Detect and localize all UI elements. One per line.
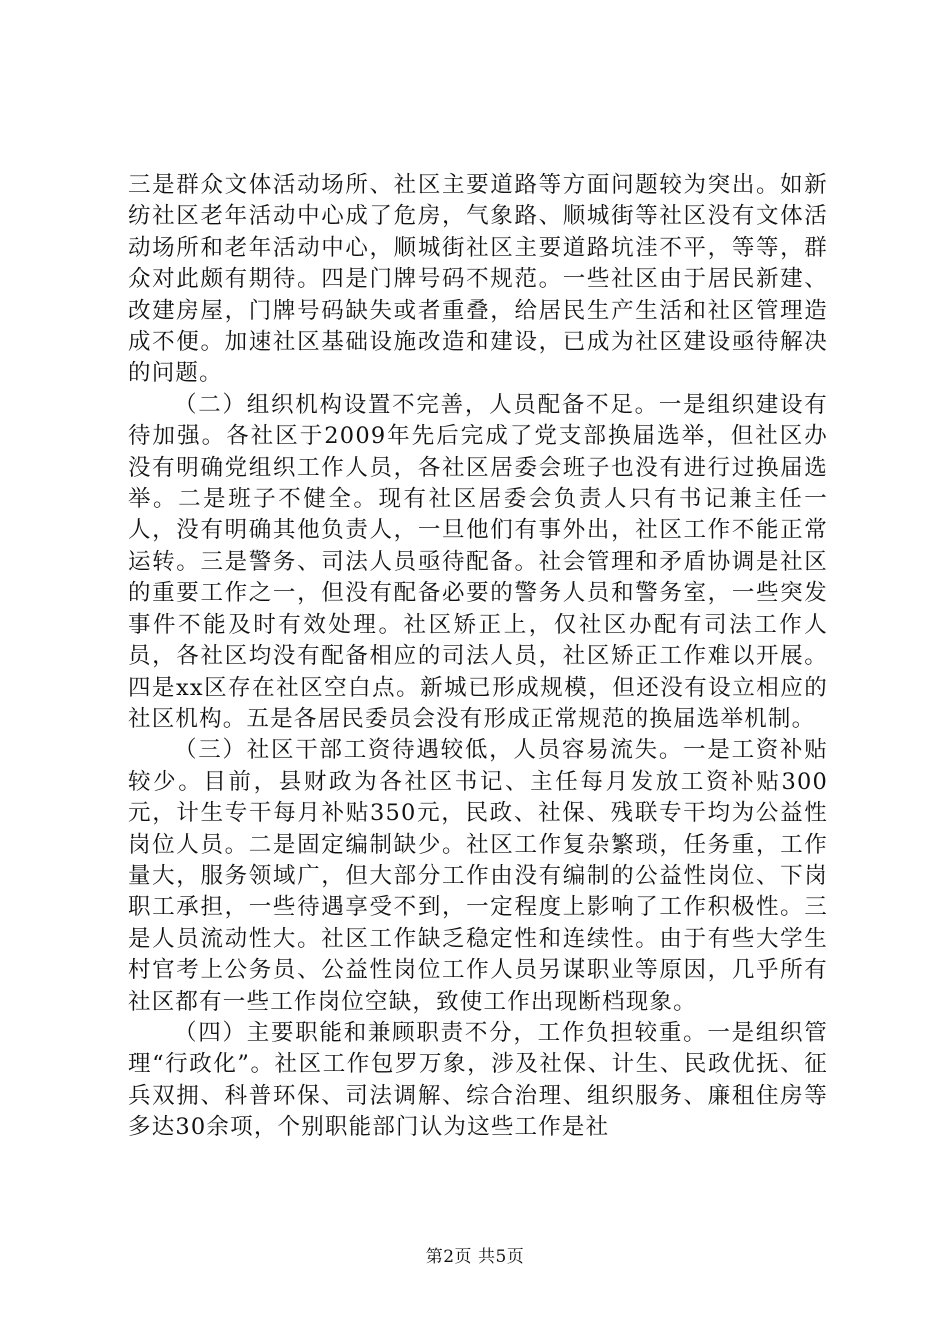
paragraph-4: （四）主要职能和兼顾职责不分，工作负担较重。一是组织管理“行政化”。社区工作包罗万象，涉及社保、计生、民政优抚、征兵双拥、科普环保、司法调解、综合治理、组织服务、廉租住房等多达30余项，个别职能部门认为这些工作是社 bbox=[128, 1019, 828, 1141]
document-body bbox=[128, 170, 828, 1144]
paragraph-1: 三是群众文体活动场所、社区主要道路等方面问题较为突出。如新纺社区老年活动中心成了危房，气象路、顺城街等社区没有文体活动场所和老年活动中心，顺城街社区主要道路坑洼不平，等等，群众对此颇有期待。四是门牌号码不规范。一些社区由于居民新建、改建房屋，门牌号码缺失或者重叠，给居民生产生活和社区管理造成不便。加速社区基础设施改造和建设，已成为社区建设亟待解决的问题。 bbox=[128, 172, 828, 387]
paragraph-3: （三）社区干部工资待遇较低，人员容易流失。一是工资补贴较少。目前，县财政为各社区书记、主任每月发放工资补贴300元，计生专干每月补贴350元，民政、社保、残联专干均为公益性岗位人员。二是固定编制缺少。社区工作复杂繁琐，任务重，工作量大，服务领域广，但大部分工作由没有编制的公益性岗位、下岗职工承担，一些待遇享受不到，一定程度上影响了工作积极性。三是人员流动性大。社区工作缺乏稳定性和连续性。由于有些大学生村官考上公务员、公益性岗位工作人员另谋职业等原因，几乎所有社区都有一些工作岗位空缺，致使工作出现断档现象。 bbox=[128, 737, 828, 1015]
paragraph-2: （二）组织机构设置不完善，人员配备不足。一是组织建设有待加强。各社区于2009年先后完成了党支部换届选举，但社区办没有明确党组织工作人员，各社区居委会班子也没有进行过换届选举。二是班子不健全。现有社区居委会负责人只有书记兼主任一人，没有明确其他负责人，一旦他们有事外出，社区工作不能正常运转。三是警务、司法人员亟待配备。社会管理和矛盾协调是社区的重要工作之一，但没有配备必要的警务人员和警务室，一些突发事件不能及时有效处理。社区矫正上，仅社区办配有司法工作人员，各社区均没有配备相应的司法人员，社区矫正工作难以开展。四是xx区存在社区空白点。新城已形成规模，但还没有设立相应的社区机构。五是各居民委员会没有形成正常规范的换届选举机制。 bbox=[128, 391, 828, 732]
page-number-footer: 第2页 共5页 bbox=[425, 1247, 525, 1267]
